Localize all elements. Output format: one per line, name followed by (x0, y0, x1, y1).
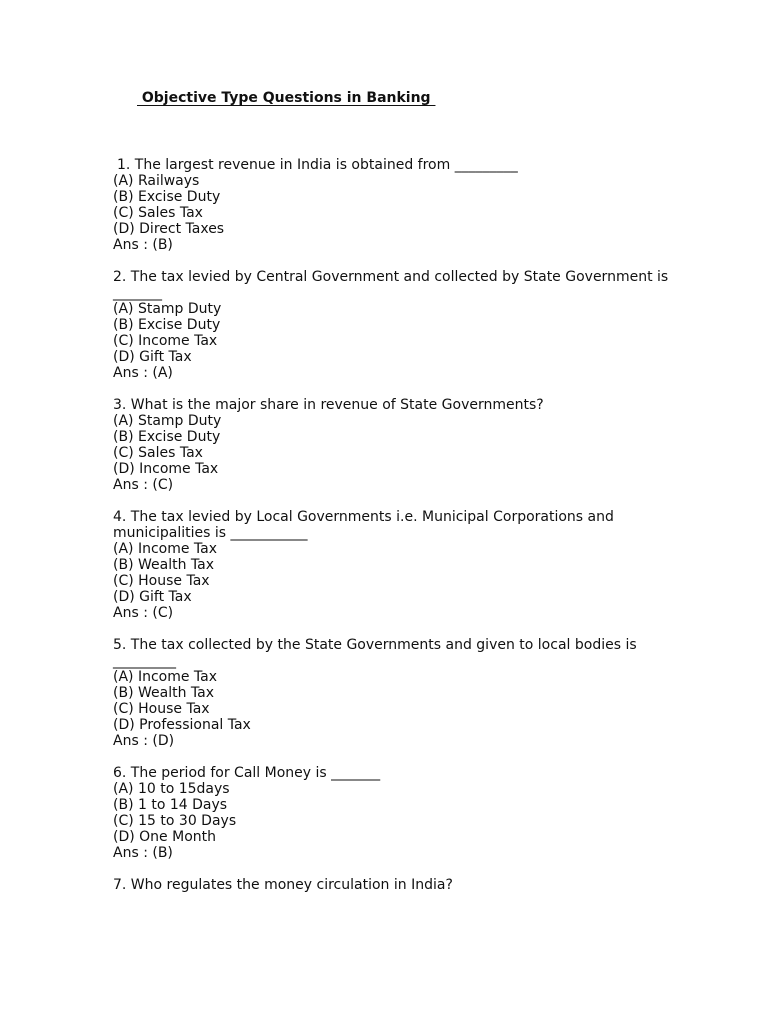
answer-option: (C) Sales Tax (113, 445, 203, 461)
answer-option: (A) Stamp Duty (113, 413, 222, 429)
answer-key: Ans : (B) (113, 845, 173, 861)
answer-option: (B) Wealth Tax (113, 557, 214, 573)
answer-option: (A) Income Tax (113, 669, 218, 685)
question-block (113, 637, 673, 749)
answer-key: Ans : (D) (113, 733, 175, 749)
answer-option: (C) House Tax (113, 573, 210, 589)
question-block (113, 509, 673, 621)
answer-option: (B) Excise Duty (113, 317, 221, 333)
answer-key: Ans : (C) (113, 605, 174, 621)
answer-option: (B) Excise Duty (113, 429, 221, 445)
question-text: 5. The tax collected by the State Governments and given to local bodies is _________ (113, 637, 642, 669)
question-text: 6. The period for Call Money is _______ (113, 765, 381, 781)
answer-option: (D) Professional Tax (113, 717, 251, 733)
question-text: 7. Who regulates the money circulation in India? (113, 877, 453, 893)
answer-key: Ans : (C) (113, 477, 174, 493)
question-block (113, 765, 673, 861)
answer-option: (D) One Month (113, 829, 216, 845)
question-list (113, 157, 673, 909)
question-text: 3. What is the major share in revenue of State Governments? (113, 397, 544, 413)
question-block (113, 157, 673, 253)
question-block (113, 397, 673, 493)
answer-option: (B) Excise Duty (113, 189, 221, 205)
answer-option: (B) Wealth Tax (113, 685, 214, 701)
answer-key: Ans : (A) (113, 365, 173, 381)
answer-option: (C) House Tax (113, 701, 210, 717)
answer-key: Ans : (B) (113, 237, 173, 253)
question-block (113, 877, 673, 893)
question-text: 2. The tax levied by Central Government and collected by State Government is _______ (113, 269, 673, 301)
answer-option: (C) 15 to 30 Days (113, 813, 237, 829)
question-block (113, 269, 673, 381)
answer-option: (A) 10 to 15days (113, 781, 230, 797)
answer-option: (A) Railways (113, 173, 200, 189)
page-title: Objective Type Questions in Banking (137, 90, 436, 106)
answer-option: (D) Gift Tax (113, 349, 192, 365)
answer-option: (B) 1 to 14 Days (113, 797, 228, 813)
question-text: 1. The largest revenue in India is obtained from _________ (117, 157, 518, 173)
answer-option: (D) Direct Taxes (113, 221, 225, 237)
answer-option: (D) Income Tax (113, 461, 219, 477)
answer-option: (D) Gift Tax (113, 589, 192, 605)
question-text: 4. The tax levied by Local Governments i.e. Municipal Corporations and municipalities is ___________ (113, 509, 619, 541)
answer-option: (A) Income Tax (113, 541, 218, 557)
answer-option: (A) Stamp Duty (113, 301, 222, 317)
answer-option: (C) Income Tax (113, 333, 218, 349)
answer-option: (C) Sales Tax (113, 205, 203, 221)
